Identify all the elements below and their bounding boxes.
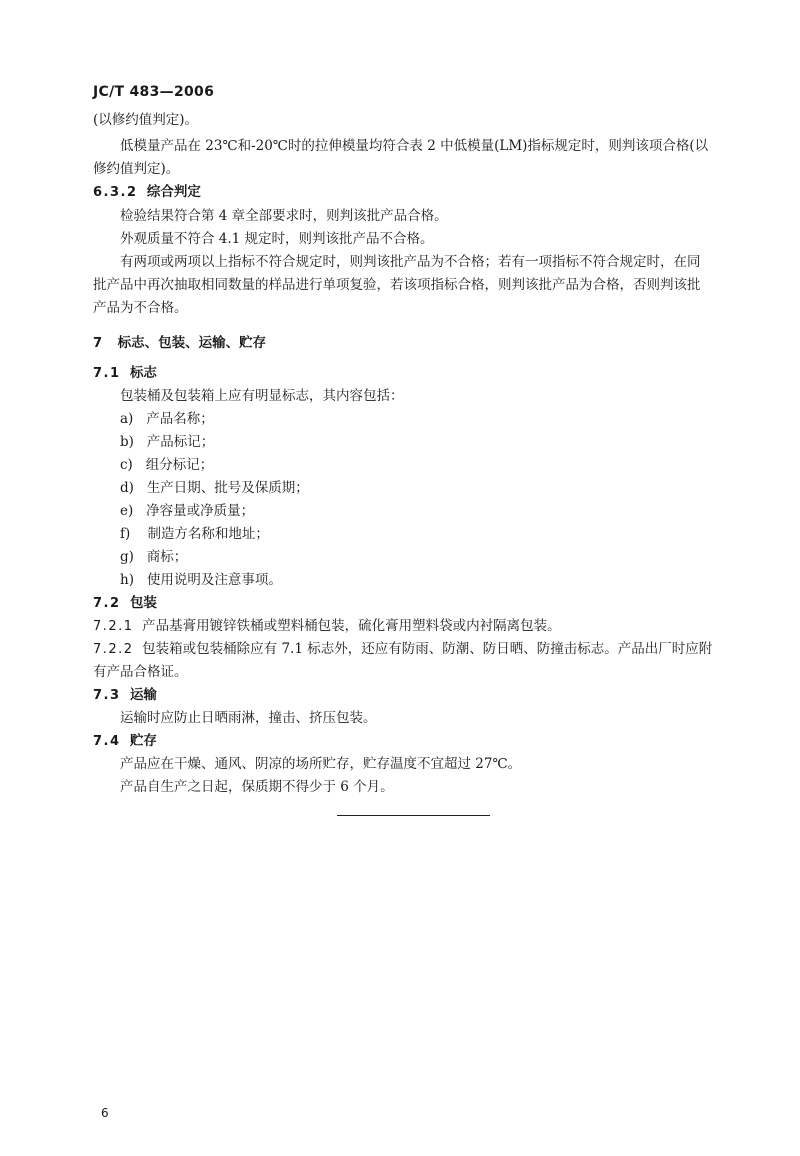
- section-number: 7.3: [93, 688, 121, 703]
- section-heading-7-4: [93, 732, 157, 751]
- list-marker: a): [120, 411, 134, 427]
- list-text: 制造方名称和地址；: [147, 526, 269, 542]
- section-heading-7-3: [93, 686, 157, 705]
- list-item: [120, 433, 214, 451]
- section-title: 包装: [129, 595, 157, 611]
- paragraph-line: 批产品中再次抽取相同数量的样品进行单项复验，若该项指标合格，则判该批产品为合格，否则判该批: [93, 277, 701, 293]
- paragraph-line: (以修约值判定)。: [93, 112, 199, 128]
- section-heading-7-1: [93, 364, 157, 383]
- list-marker: d): [120, 480, 134, 496]
- list-text: 使用说明及注意事项。: [146, 572, 282, 588]
- list-marker: g): [120, 549, 134, 565]
- paragraph-line: 低模量产品在 23℃和-20℃时的拉伸模量均符合表 2 中低模量(LM)指标规定时，则判该项合格(以: [120, 138, 709, 154]
- clause-text: 产品基膏用镀锌铁桶或塑料桶包装，硫化膏用塑料袋或内衬隔离包装。: [142, 618, 561, 634]
- clause-7-2-1: [93, 617, 561, 636]
- paragraph-line: 产品为不合格。: [93, 300, 188, 316]
- clause-number: 7.2.1: [93, 619, 134, 634]
- list-text: 组分标记；: [145, 457, 214, 473]
- list-item: [120, 571, 282, 589]
- list-text: 商标；: [146, 549, 188, 565]
- paragraph-line: 有产品合格证。: [93, 664, 188, 680]
- list-text: 净容量或净质量；: [146, 503, 255, 519]
- paragraph-line: 产品应在干燥、通风、阴凉的场所贮存，贮存温度不宜超过 27℃。: [120, 756, 522, 772]
- list-item: [120, 525, 269, 543]
- section-title: 综合判定: [146, 184, 201, 200]
- clause-7-2-2: [93, 640, 712, 659]
- section-number: 7.4: [93, 734, 121, 749]
- list-item: [120, 502, 254, 520]
- section-title: 运输: [129, 687, 157, 703]
- end-rule-divider: [337, 815, 490, 816]
- section-title: 标志、包装、运输、贮存: [117, 335, 267, 351]
- clause-number: 7.2.2: [93, 642, 134, 657]
- list-marker: e): [120, 503, 134, 519]
- section-heading-6-3-2: [93, 183, 201, 202]
- paragraph-line: 包装桶及包装箱上应有明显标志，其内容包括：: [120, 388, 404, 404]
- paragraph-line: 修约值判定)。: [93, 161, 180, 177]
- section-number: 6.3.2: [93, 185, 138, 200]
- list-text: 产品名称；: [146, 411, 214, 427]
- paragraph-line: 有两项或两项以上指标不符合规定时，则判该批产品为不合格；若有一项指标不符合规定时，在同: [120, 254, 701, 270]
- paragraph-line: 外观质量不符合 4.1 规定时，则判该批产品不合格。: [120, 231, 434, 247]
- page-number: 6: [101, 1106, 109, 1120]
- section-title: 标志: [129, 365, 157, 381]
- list-text: 生产日期、批号及保质期；: [146, 480, 309, 496]
- list-marker: b): [120, 434, 134, 450]
- section-heading-7: [93, 334, 266, 353]
- standard-code-header: JC/T 483—2006: [93, 84, 215, 100]
- list-text: 产品标记；: [146, 434, 215, 450]
- section-number: 7.1: [93, 366, 121, 381]
- paragraph-line: 运输时应防止日晒雨淋，撞击、挤压包装。: [120, 710, 377, 726]
- list-item: [120, 456, 213, 474]
- section-title: 贮存: [129, 733, 157, 749]
- paragraph-line: 产品自生产之日起，保质期不得少于 6 个月。: [120, 779, 394, 795]
- list-item: [120, 548, 187, 566]
- list-marker: c): [120, 457, 133, 473]
- list-item: [120, 410, 214, 428]
- section-heading-7-2: [93, 594, 157, 613]
- list-item: [120, 479, 309, 497]
- paragraph-line: 检验结果符合第 4 章全部要求时，则判该批产品合格。: [120, 208, 448, 224]
- clause-text: 包装箱或包装桶除应有 7.1 标志外，还应有防雨、防潮、防日晒、防撞击标志。产品出厂时应附: [142, 641, 713, 657]
- section-number: 7.2: [93, 596, 121, 611]
- section-number: 7: [93, 336, 104, 351]
- list-marker: f): [120, 526, 131, 542]
- list-marker: h): [120, 572, 134, 588]
